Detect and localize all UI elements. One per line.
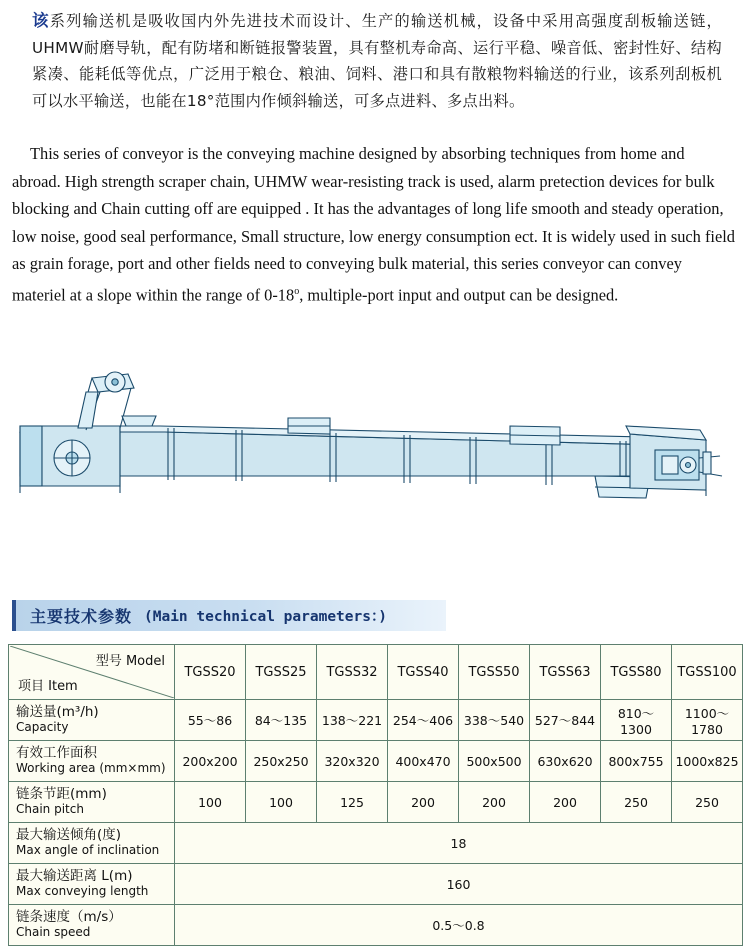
cell-chain-pitch-5: 200 [530,782,601,823]
intro-lead-char: 该 [32,11,50,30]
table-row-chain-pitch [9,782,743,823]
cell-chain-pitch-7: 250 [672,782,743,823]
intro-chinese-text: 系列输送机是吸收国内外先进技术而设计、生产的输送机械，设备中采用高强度刮板输送链，UHMW耐磨导轨，配有防堵和断链报警装置，具有整机寿命高、运行平稳、噪音低、密封性好、结构紧凑、能耗低等优点，广泛用于粮仓、粮油、饲料、港口和具有散粮物料输送的行业，该系列刮板机可以水平输送，也能在18°范围内作倾斜输送，可多点进料、多点出料。 [32,12,722,110]
cell-capacity-0: 55～86 [175,700,246,741]
intro-paragraph-english [12,140,736,308]
intro-english-text: This series of conveyor is the conveying machine designed by absorbing techniques from home and abroad. High strength scraper chain, UHMW wear-resisting track is used, alarm pretection devices for bulk blocking and Chain cutting off are equipped . It has the advantages of long life smooth and steady operation, low noise, good seal performance, Small structure, low energy consumption ect. It is widely used in such field as grain forage, port and other fields need to conveying bulk material, this series conveyor can convey materiel at a slope within the range of 0-18 [12,144,735,304]
conveyor-svg [0,330,750,530]
cell-chain-pitch-2: 125 [317,782,388,823]
cell-chain-pitch-1: 100 [246,782,317,823]
cell-capacity-4: 338～540 [459,700,530,741]
cell-capacity-6: 810～1300 [601,700,672,741]
chain-conveyor-diagram [0,330,750,530]
model-header-5: TGSS63 [530,645,601,700]
row-label-chain-pitch-en: Chain pitch [16,802,84,816]
cell-chain-pitch-3: 200 [388,782,459,823]
row-label-working-area-cn: 有效工作面积 [16,745,97,761]
row-label-capacity-en: Capacity [16,720,69,734]
model-header-4: TGSS50 [459,645,530,700]
model-header-6: TGSS80 [601,645,672,700]
table-corner-cell [9,645,175,700]
row-label-chain-speed-cn: 链条速度（m/s） [16,909,122,925]
table-row-max-length [9,864,743,905]
intro-paragraph-chinese [32,8,722,114]
section-title-chinese: 主要技术参数 [30,607,133,626]
row-label-max-length-en: Max conveying length [16,884,149,898]
cell-chain-speed-value: 0.5～0.8 [175,905,743,946]
row-label-working-area-en: Working area (mm×mm) [16,761,166,775]
intro-english-text-tail: , multiple-port input and output can be designed. [299,284,619,304]
cell-max-length-value: 160 [175,864,743,905]
row-label-capacity [9,700,175,741]
row-label-max-angle-en: Max angle of inclination [16,843,160,857]
row-label-chain-speed-en: Chain speed [16,925,91,939]
row-label-chain-pitch [9,782,175,823]
section-title-bar [12,600,446,631]
row-label-chain-pitch-cn: 链条节距(mm) [16,786,107,802]
cell-capacity-5: 527～844 [530,700,601,741]
section-title-english: (Main technical parameters：) [144,609,387,625]
row-label-max-length [9,864,175,905]
cell-capacity-3: 254～406 [388,700,459,741]
row-label-capacity-cn: 输送量(m³/h) [16,704,99,720]
corner-item-label: 项目 Item [18,679,78,694]
cell-working-area-2: 320x320 [317,741,388,782]
model-header-7: TGSS100 [672,645,743,700]
model-header-3: TGSS40 [388,645,459,700]
row-label-max-angle-cn: 最大输送倾角(度) [16,827,122,843]
table-row-capacity [9,700,743,741]
cell-chain-pitch-6: 250 [601,782,672,823]
table-row-max-angle [9,823,743,864]
corner-model-label: 型号 Model [95,654,165,669]
table-row-working-area [9,741,743,782]
table-header-row [9,645,743,700]
degree-symbol: o [294,285,300,297]
row-label-chain-speed [9,905,175,946]
row-label-working-area [9,741,175,782]
cell-working-area-7: 1000x825 [672,741,743,782]
cell-working-area-6: 800x755 [601,741,672,782]
cell-capacity-2: 138～221 [317,700,388,741]
model-header-2: TGSS32 [317,645,388,700]
model-header-1: TGSS25 [246,645,317,700]
cell-working-area-1: 250x250 [246,741,317,782]
cell-working-area-4: 500x500 [459,741,530,782]
technical-parameters-table [8,644,743,946]
cell-chain-pitch-4: 200 [459,782,530,823]
table-row-chain-speed [9,905,743,946]
model-header-0: TGSS20 [175,645,246,700]
cell-working-area-5: 630x620 [530,741,601,782]
cell-chain-pitch-0: 100 [175,782,246,823]
cell-working-area-3: 400x470 [388,741,459,782]
row-label-max-angle [9,823,175,864]
cell-capacity-1: 84～135 [246,700,317,741]
cell-capacity-7: 1100～1780 [672,700,743,741]
cell-working-area-0: 200x200 [175,741,246,782]
row-label-max-length-cn: 最大输送距离 L(m) [16,868,133,884]
cell-max-angle-value: 18 [175,823,743,864]
